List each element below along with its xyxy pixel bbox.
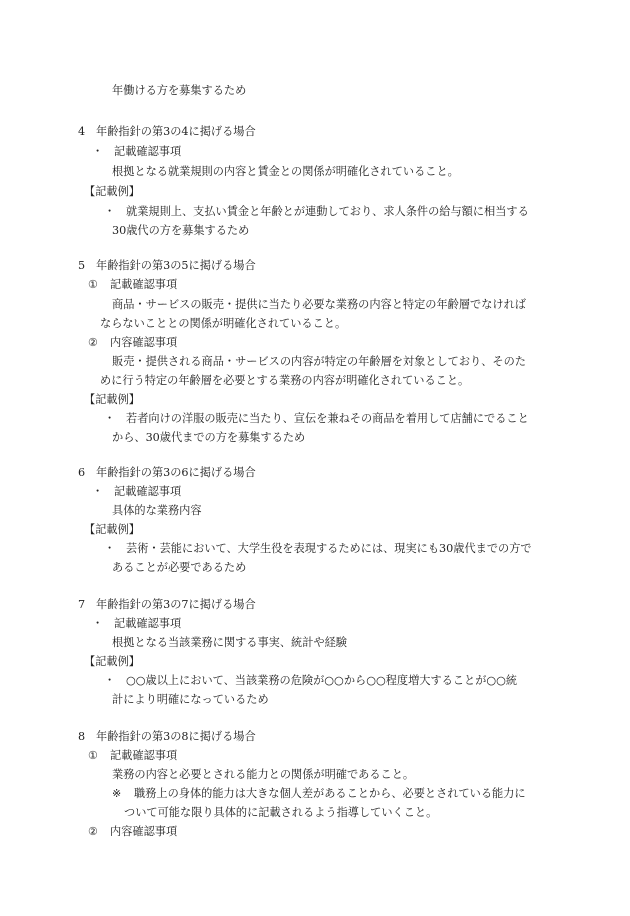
item-heading: ② 内容確認事項 — [88, 825, 178, 838]
item-body: 販売・提供される商品・サービスの内容が特定の年齢層を対象としており、そのた — [112, 355, 526, 368]
section-heading-6: 6 年齢指針の第3の6に掲げる場合 — [78, 466, 256, 479]
example-label: 【記載例】 — [84, 393, 140, 406]
item-heading: ・ 記載確認事項 — [92, 617, 182, 630]
section-heading-8: 8 年齢指針の第3の8に掲げる場合 — [78, 730, 256, 743]
example-line: 計により明確になっているため — [112, 693, 269, 706]
example-line: から、30歳代までの方を募集するため — [112, 431, 306, 444]
example-line: 30歳代の方を募集するため — [112, 224, 250, 237]
section-heading-4: 4 年齢指針の第3の4に掲げる場合 — [78, 125, 256, 138]
example-line: ・ 就業規則上、支払い賃金と年齢とが連動しており、求人条件の給与額に相当する — [104, 205, 529, 218]
example-line: あることが必要であるため — [112, 561, 247, 574]
note-line: ついて可能な限り具体的に記載されるよう指導していくこと。 — [124, 806, 438, 819]
section-heading-7: 7 年齢指針の第3の7に掲げる場合 — [78, 598, 256, 611]
example-label: 【記載例】 — [84, 523, 140, 536]
example-label: 【記載例】 — [84, 655, 140, 668]
example-line: ・ ○○歳以上において、当該業務の危険が○○から○○程度増大することが○○統 — [104, 674, 518, 687]
item-body: めに行う特定の年齢層を必要とする業務の内容が明確化されていること。 — [100, 374, 470, 387]
item-heading: ② 内容確認事項 — [88, 336, 178, 349]
item-body: ならないこととの関係が明確化されていること。 — [100, 317, 347, 330]
item-heading: ・ 記載確認事項 — [92, 485, 182, 498]
example-line: ・ 若者向けの洋服の販売に当たり、宣伝を兼ねその商品を着用して店舗にでること — [104, 412, 529, 425]
item-body: 具体的な業務内容 — [112, 504, 202, 517]
section-heading-5: 5 年齢指針の第3の5に掲げる場合 — [78, 259, 256, 272]
item-heading: ① 記載確認事項 — [88, 749, 178, 762]
item-body: 根拠となる就業規則の内容と賃金との関係が明確化されていること。 — [112, 165, 459, 178]
item-body: 商品・サービスの販売・提供に当たり必要な業務の内容と特定の年齢層でなければ — [112, 298, 526, 311]
example-line: ・ 芸術・芸能において、大学生役を表現するためには、現実にも30歳代までの方で — [104, 542, 532, 555]
text-line: 年働ける方を募集するため — [112, 84, 247, 97]
item-body: 根拠となる当該業務に関する事実、統計や経験 — [112, 636, 347, 649]
item-heading: ① 記載確認事項 — [88, 278, 178, 291]
note-line: ※ 職務上の身体的能力は大きな個人差があることから、必要とされている能力に — [112, 787, 526, 800]
example-label: 【記載例】 — [84, 185, 140, 198]
item-heading: ・ 記載確認事項 — [92, 145, 182, 158]
item-body: 業務の内容と必要とされる能力との関係が明確であること。 — [112, 768, 415, 781]
